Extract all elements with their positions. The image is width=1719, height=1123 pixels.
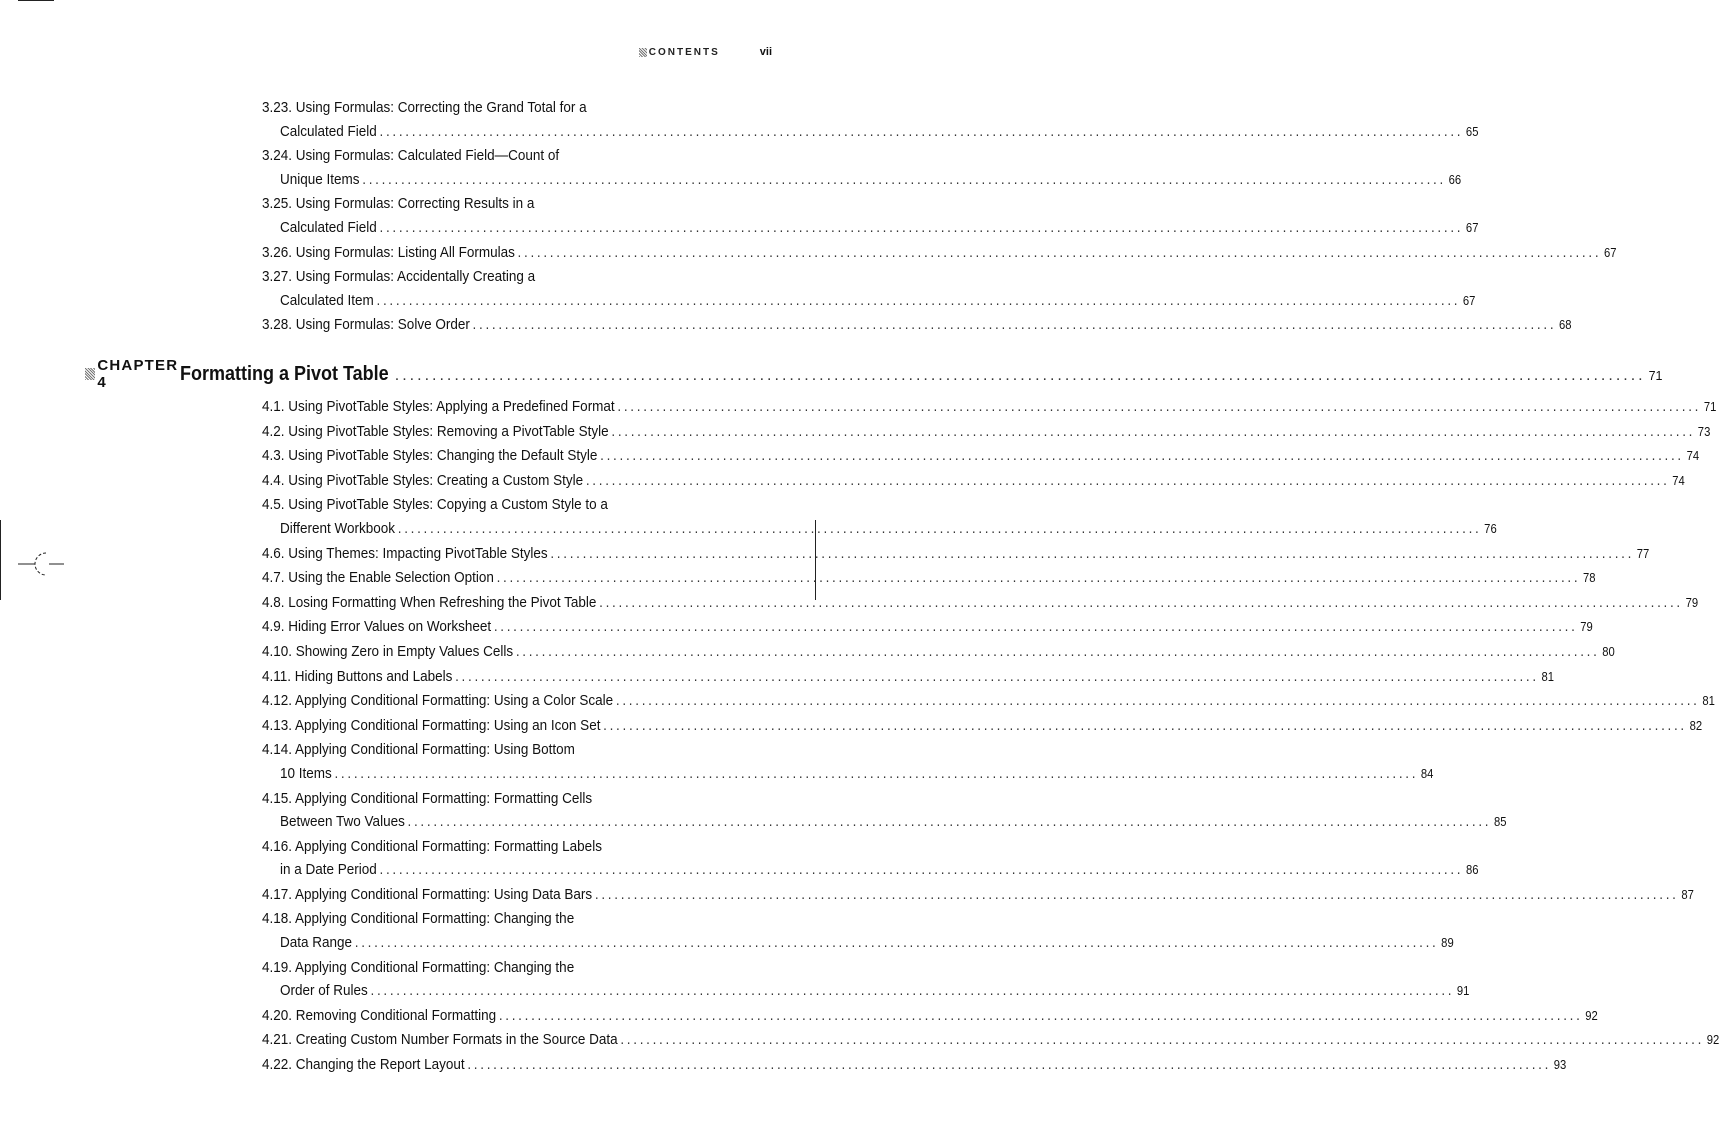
toc-page-number: 80 [1602,644,1615,659]
toc-entry-line [262,689,1715,714]
toc-entry-line [262,444,1700,469]
crop-mark-top [18,0,54,1]
dot-leader [603,714,1687,738]
toc-entry [262,883,1694,908]
toc-entry [262,192,1479,240]
dot-leader [408,810,1492,834]
toc-entry-line [262,640,1615,665]
toc-page-number: 92 [1706,1033,1719,1048]
toc-entry-title: 3.26. Using Formulas: Listing All Formulas [262,243,515,261]
toc-entry-title: Order of Rules [280,982,368,1000]
running-header [639,44,772,60]
toc-entry-title: Calculated Field [280,218,377,236]
toc-entry-title: 4.10. Showing Zero in Empty Values Cells [262,642,514,660]
toc-entry [262,265,1476,313]
header-page-number: vii [759,46,772,58]
toc-entry-title: 3.24. Using Formulas: Calculated Field—Count of [262,147,560,165]
toc-page-number: 77 [1636,546,1650,561]
toc-entry-title: 4.14. Applying Conditional Formatting: Using Bottom [262,741,575,759]
dot-leader [499,1004,1583,1028]
toc-page-number: 92 [1585,1008,1598,1023]
toc-entry-title: Calculated Item [280,291,374,309]
header-label: CONTENTS [648,46,720,58]
toc-entry-title: Calculated Field [280,122,377,140]
toc-section-chapter-3 [262,96,1617,338]
toc-entry-line [262,120,1479,145]
toc-entry-title: 4.22. Changing the Report Layout [262,1056,465,1074]
toc-entry [262,444,1700,469]
dot-leader [595,883,1679,907]
dot-leader [380,216,1464,240]
toc-entry-title: 4.19. Applying Conditional Formatting: Changing the [262,958,575,976]
registration-mark-icon [18,549,64,579]
toc-page-number: 76 [1484,521,1497,536]
toc-entry-title: 4.9. Hiding Error Values on Worksheet [262,618,492,636]
toc-entry [262,566,1596,591]
toc-page-number: 85 [1493,815,1507,830]
toc-entry-line [262,979,1470,1004]
toc-entry [262,1028,1719,1053]
dot-leader [494,615,1578,639]
toc-entry-title: 4.13. Applying Conditional Formatting: Using an Icon Set [262,716,601,734]
toc-entry [262,835,1479,883]
toc-entry-line [262,216,1479,241]
dot-leader [497,566,1581,590]
toc-entry-title: Unique Items [280,170,360,188]
toc-entry-title: 4.15. Applying Conditional Formatting: Formatting Cells [262,789,593,807]
hatch-mark-icon [639,48,647,57]
toc-page-number: 81 [1541,669,1555,684]
chapter-label-block [85,357,180,391]
toc-entry-line [262,787,712,811]
toc-entry-line [262,566,1596,591]
toc-entry [262,907,1454,955]
toc-page-number: 65 [1465,124,1479,139]
toc-entry-line [262,858,1479,883]
toc-entry-title: Between Two Values [280,813,405,831]
chapter-page-number: 71 [1648,369,1663,383]
toc-entry-title: 4.7. Using the Enable Selection Option [262,569,494,587]
toc-entry [262,1004,1598,1029]
chapter-title-line [180,363,1663,386]
toc-entry-title: 4.1. Using PivotTable Styles: Applying a Predefined Format [262,398,615,415]
toc-entry [262,542,1650,567]
chapter-heading [85,357,1663,391]
toc-page-number: 89 [1441,936,1454,951]
hatch-mark-icon [85,368,95,380]
toc-page-number: 79 [1685,595,1699,610]
toc-section-chapter-4 [262,395,1719,1078]
dot-leader [516,640,1600,664]
toc-page-number: 93 [1553,1058,1567,1073]
dot-leader [398,517,1482,541]
dot-leader [362,168,1446,192]
toc-entry-line [262,738,712,762]
toc-entry [262,714,1703,739]
toc-entry [262,241,1617,266]
toc-entry-title: 4.21. Creating Custom Number Formats in the Source Data [262,1031,618,1049]
toc-entry-line [262,1028,1719,1053]
dot-leader [600,444,1684,468]
dot-leader [617,395,1701,419]
toc-entry [262,420,1711,445]
toc-entry-line [262,469,1685,494]
toc-entry-line [262,289,1476,314]
toc-entry-line [262,810,1507,835]
toc-entry [262,787,1507,835]
toc-entry-title: 4.12. Applying Conditional Formatting: Using a Color Scale [262,692,614,710]
toc-page-number: 67 [1603,245,1617,260]
toc-entry-line [262,313,1572,338]
toc-entry-title: 4.6. Using Themes: Impacting PivotTable Styles [262,544,548,562]
toc-page-number: 82 [1689,718,1703,733]
toc-entry-title: 4.16. Applying Conditional Formatting: Formatting Labels [262,837,602,855]
toc-entry [262,689,1715,714]
toc-entry-title: 4.3. Using PivotTable Styles: Changing the Default Style [262,447,598,465]
toc-entry-line [262,665,1555,690]
toc-entry-line [262,420,1711,445]
toc-entry [262,665,1555,690]
toc-page-number: 86 [1465,863,1479,878]
dot-leader [616,689,1700,713]
dot-leader [473,313,1557,337]
dot-leader [550,542,1634,566]
dot-leader [380,858,1464,882]
toc-page-number: 84 [1420,766,1434,781]
toc-entry [262,144,1462,192]
dot-leader [455,665,1539,689]
chapter-title: Formatting a Pivot Table [179,363,389,385]
toc-entry [262,96,1479,144]
toc-entry-line [262,168,1462,193]
toc-page-number: 74 [1686,449,1700,464]
toc-entry [262,313,1572,338]
toc-entry-title: 3.25. Using Formulas: Correcting Results in a [262,195,535,213]
toc-entry-line [262,265,712,289]
toc-entry-title: Data Range [280,934,353,952]
toc-entry-title: 4.2. Using PivotTable Styles: Removing a PivotTable Style [262,422,609,440]
dot-leader [395,367,1646,385]
dot-leader [467,1053,1551,1077]
toc-entry [262,1053,1567,1078]
toc-entry-line [262,615,1593,640]
dot-leader [599,591,1683,615]
toc-entry-line [262,493,712,517]
toc-entry-title: 4.20. Removing Conditional Formatting [262,1006,497,1024]
toc-entry-line [262,1053,1567,1078]
toc-entry-line [262,1004,1598,1029]
toc-entry-line [262,542,1650,567]
dot-leader [380,120,1464,144]
toc-page-number: 81 [1702,694,1715,709]
toc-page-number: 87 [1681,887,1694,902]
toc-entry [262,615,1593,640]
toc-entry-line [262,591,1699,616]
toc-page-number: 79 [1580,620,1593,635]
toc-entry-title: 3.27. Using Formulas: Accidentally Creating a [262,268,536,286]
toc-page-number: 91 [1456,984,1470,999]
toc-page-number: 73 [1697,424,1711,439]
toc-entry-title: 3.23. Using Formulas: Correcting the Grand Total for a [262,99,587,116]
toc-entry [262,640,1615,665]
toc-entry-line [262,96,712,120]
toc-page-number: 74 [1672,473,1685,488]
toc-entry-title: in a Date Period [280,861,377,879]
toc-page-number: 68 [1558,318,1572,333]
toc-entry [262,493,1497,541]
dot-leader [611,420,1695,444]
toc-entry [262,591,1699,616]
dot-leader [334,762,1418,786]
toc-page-number: 71 [1703,400,1717,414]
toc-entry-line [262,883,1694,908]
toc-entry-line [262,931,1454,956]
chapter-label: CHAPTER 4 [97,357,179,391]
toc-entry [262,395,1717,420]
toc-entry-title: 4.11. Hiding Buttons and Labels [262,667,453,685]
toc-entry-title: Different Workbook [280,519,396,537]
toc-entry-line [262,907,712,931]
dot-leader [376,289,1460,313]
toc-page-number: 67 [1462,293,1476,308]
dot-leader [355,931,1439,955]
toc-entry-line [262,714,1703,739]
dot-leader [518,241,1602,265]
dot-leader [586,469,1670,493]
toc-page-number: 66 [1448,172,1462,187]
toc-entry-title: 3.28. Using Formulas: Solve Order [262,316,470,334]
toc-entry-line [262,192,712,216]
toc-entry-line [262,956,712,980]
toc-entry-title: 4.17. Applying Conditional Formatting: Using Data Bars [262,885,593,903]
toc-entry-line [262,517,1497,542]
toc-entry [262,469,1685,494]
toc-entry [262,956,1470,1004]
toc-entry-title: 4.5. Using PivotTable Styles: Copying a Custom Style to a [262,496,608,514]
toc-page-number: 67 [1465,220,1479,235]
dot-leader [620,1028,1704,1052]
crop-mark-left [0,520,1,600]
toc-entry-line [262,835,712,859]
toc-entry-title: 4.4. Using PivotTable Styles: Creating a Custom Style [262,471,584,489]
toc-entry-line [262,144,712,168]
toc-entry-title: 4.18. Applying Conditional Formatting: Changing the [262,910,575,928]
toc-page-number: 78 [1583,571,1596,586]
toc-entry-line [262,395,1717,420]
dot-leader [370,979,1454,1003]
toc-entry-title: 10 Items [280,764,332,782]
toc-entry-line [262,241,1617,266]
toc-entry-line [262,762,1434,787]
toc-entry-title: 4.8. Losing Formatting When Refreshing the Pivot Table [262,593,597,611]
toc-entry [262,738,1434,786]
